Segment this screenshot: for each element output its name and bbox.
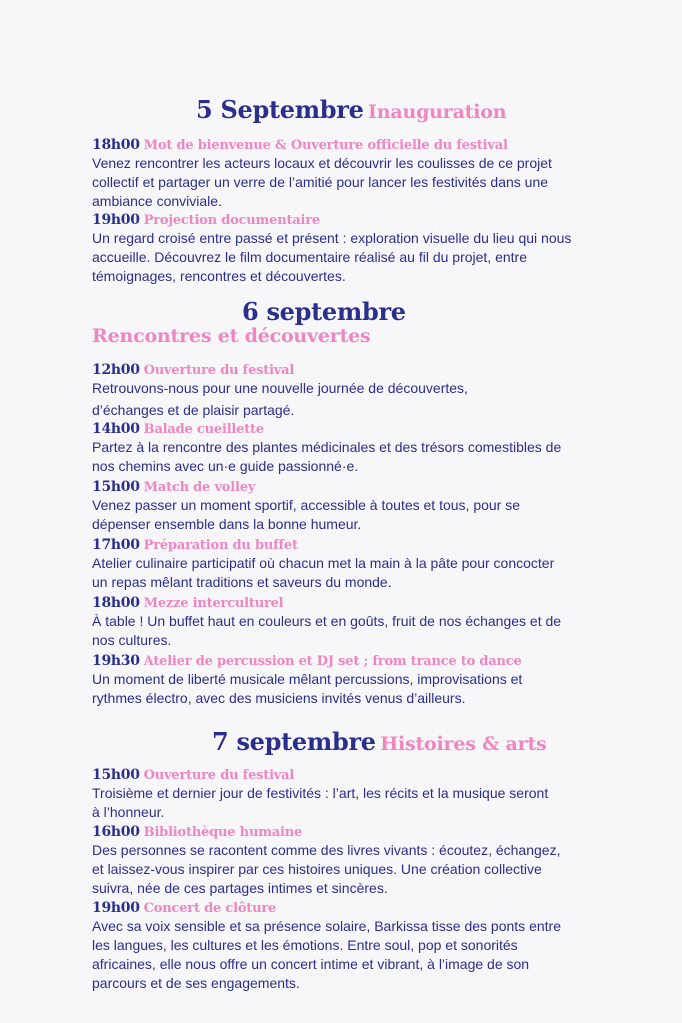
event-time: 17h00 [92,537,140,553]
event-description [92,841,640,898]
event-item [92,478,640,534]
description-line: les langues, les cultures et les émotions. Entre soul, pop et sonorités [92,937,518,953]
event-time: 15h00 [92,479,140,495]
event-item [92,420,640,476]
description-line: Retrouvons-nous pour une nouvelle journée de découvertes, [92,380,468,396]
event-item [92,766,640,822]
event-item [92,823,640,898]
day-date: 7 septembre [212,727,376,756]
day-date: 6 septembre [242,297,406,326]
day-theme: Rencontres et découvertes [92,325,371,347]
description-line: Venez passer un moment sportif, accessible à toutes et tous, pour se [92,497,521,513]
event-time: 19h00 [92,212,140,228]
description-line: Atelier culinaire participatif où chacun met la main à la pâte pour concocter [92,555,555,571]
description-line: ambiance conviviale. [92,193,222,209]
event-description [92,784,640,822]
description-line: suivra, née de ces partages intimes et sincères. [92,880,388,896]
description-line: nos chemins avec un·e guide passionné·e. [92,458,359,474]
description-line: dépenser ensemble dans la bonne humeur. [92,516,362,532]
description-line: parcours et de ses engagements. [92,975,300,991]
event-description [92,229,640,286]
day-3-heading [212,727,547,756]
description-line: Avec sa voix sensible et sa présence solaire, Barkissa tisse des ponts entre [92,918,561,934]
event-title: Préparation du buffet [143,538,298,553]
day-2-theme-heading [92,327,371,346]
event-time: 12h00 [92,362,140,378]
event-title: Match de volley [143,480,256,495]
event-title: Ouverture du festival [143,363,295,378]
event-title: Atelier de percussion et DJ set ; from trance to dance [143,654,522,669]
description-line: nos cultures. [92,632,172,648]
description-line: À table ! Un buffet haut en couleurs et en goûts, fruit de nos échanges et de [92,613,562,629]
description-line: Partez à la rencontre des plantes médicinales et des trésors comestibles de [92,439,562,455]
event-title: Projection documentaire [143,213,320,228]
event-description [92,917,640,993]
event-item [92,652,640,708]
day-date: 5 Septembre [196,95,364,124]
event-time: 15h00 [92,767,140,783]
event-description [92,379,640,420]
description-line: rythmes électro, avec des musiciens invités venus d’ailleurs. [92,690,466,706]
event-description [92,438,640,476]
event-time: 19h00 [92,900,140,916]
day-1-heading [196,95,507,124]
description-line: témoignages, rencontres et découvertes. [92,268,346,284]
description-line: collectif et partager un verre de l’amitié pour lancer les festivités dans une [92,174,549,190]
description-line: et laissez-vous inspirer par ces histoires uniques. Une création collective [92,861,542,877]
event-time: 19h30 [92,653,140,669]
event-title: Balade cueillette [143,422,264,437]
event-description [92,670,640,708]
event-description [92,554,640,592]
event-description [92,496,640,534]
description-line: Venez rencontrer les acteurs locaux et découvrir les coulisses de ce projet [92,155,552,171]
event-item [92,536,640,592]
event-title: Ouverture du festival [143,768,295,783]
event-item [92,899,640,993]
description-line: à l’honneur. [92,804,165,820]
description-line: d’échanges et de plaisir partagé. [92,402,295,418]
description-line: africaines, elle nous offre un concert intime et vibrant, à l’image de son [92,956,530,972]
event-time: 14h00 [92,421,140,437]
event-title: Bibliothèque humaine [143,825,303,840]
event-title: Mot de bienvenue & Ouverture officielle du festival [143,138,508,153]
event-time: 18h00 [92,137,140,153]
description-line: Troisième et dernier jour de festivités : l’art, les récits et la musique seront [92,785,549,801]
event-item [92,361,640,420]
event-title: Concert de clôture [143,901,277,916]
description-line: Un moment de liberté musicale mêlant percussions, improvisations et [92,671,523,687]
day-theme: Inauguration [368,101,507,123]
event-item [92,594,640,650]
description-line: Un regard croisé entre passé et présent : exploration visuelle du lieu qui nous [92,230,572,246]
event-time: 16h00 [92,824,140,840]
description-line: accueille. Découvrez le film documentaire réalisé au fil du projet, entre [92,249,527,265]
event-item [92,136,640,211]
event-title: Mezze interculturel [143,596,284,611]
day-theme: Histoires & arts [380,733,547,755]
event-item [92,211,640,286]
day-2-date-heading [242,297,406,326]
event-description [92,154,640,211]
event-description [92,612,640,650]
description-line: un repas mêlant traditions et saveurs du monde. [92,574,392,590]
description-line: Des personnes se racontent comme des livres vivants : écoutez, échangez, [92,842,561,858]
event-time: 18h00 [92,595,140,611]
